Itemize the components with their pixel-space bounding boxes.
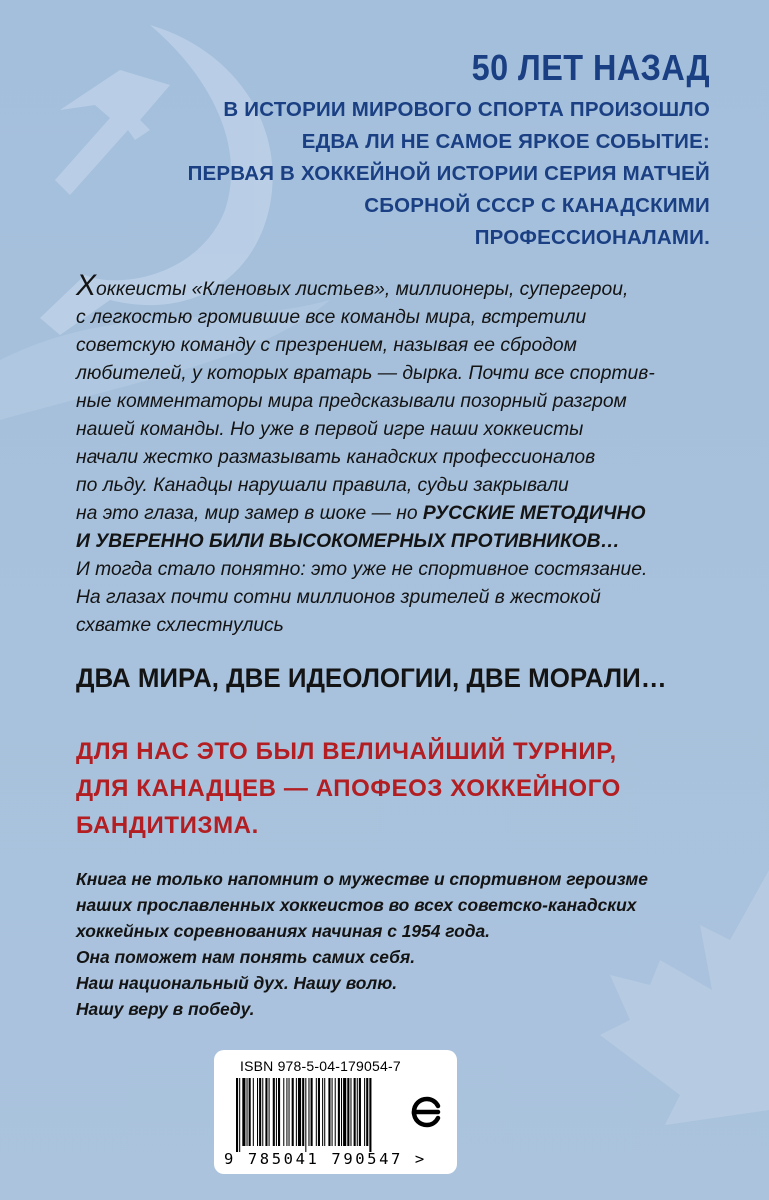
- barcode-bar: [276, 1078, 277, 1146]
- barcode-bar: [347, 1078, 349, 1146]
- barcode-bar: [350, 1078, 351, 1146]
- barcode-bar: [335, 1078, 336, 1146]
- about-book-block: [76, 866, 736, 1022]
- story-emphasis-line: И УВЕРЕННО БИЛИ ВЫСОКОМЕРНЫХ ПРОТИВНИКОВ…: [76, 531, 620, 552]
- story-first-letter: Х: [76, 269, 97, 302]
- barcode-bar: [247, 1078, 248, 1146]
- story-line: [76, 500, 736, 528]
- story-paragraph: [76, 269, 736, 640]
- barcode-bar: [354, 1078, 356, 1146]
- barcode-bar: [328, 1078, 330, 1146]
- accent-line: ДЛЯ КАНАДЦЕВ — АПОФЕОЗ ХОККЕЙНОГО: [76, 775, 621, 802]
- story-line-text: на это глаза, мир замер в шоке — но: [76, 503, 423, 524]
- barcode-bar: [265, 1078, 267, 1146]
- barcode-bar: [298, 1078, 301, 1146]
- barcode-bar: [273, 1078, 275, 1146]
- story-line: по льду. Канадцы нарушали правила, судьи закрывали: [76, 475, 569, 496]
- story-line: нашей команды. Но уже в первой игре наши хоккеисты: [76, 419, 584, 440]
- barcode-bar: [364, 1078, 365, 1146]
- story-emphasis: РУССКИЕ МЕТОДИЧНО: [422, 503, 646, 524]
- about-line: наших прославленных хоккеистов во всех советско-канадских: [76, 895, 637, 915]
- about-line: Она поможет нам понять самих себя.: [76, 947, 416, 967]
- intro-line: СБОРНОЙ СССР С КАНАДСКИМИ: [364, 194, 710, 217]
- about-line: хоккейных соревнованиях начиная с 1954 года.: [76, 921, 490, 941]
- barcode-bar: [357, 1078, 358, 1146]
- barcode-bar: [324, 1078, 325, 1146]
- story-line: ные комментаторы мира предсказывали позорный разгром: [76, 391, 627, 412]
- barcode-bar: [296, 1078, 297, 1146]
- about-line: Книга не только напомнит о мужестве и спортивном героизме: [76, 869, 648, 889]
- publisher-logo-icon: [400, 1086, 450, 1136]
- barcode-bar: [283, 1078, 284, 1146]
- story-line: [76, 269, 736, 304]
- barcode-bar: [292, 1078, 294, 1146]
- barcode-bar: [338, 1078, 340, 1146]
- barcode-bar: [322, 1078, 323, 1146]
- barcode-bar: [278, 1078, 280, 1146]
- accent-line: БАНДИТИЗМА.: [76, 812, 259, 839]
- barcode-bar: [305, 1078, 306, 1152]
- intro-line: ПЕРВАЯ В ХОККЕЙНОЙ ИСТОРИИ СЕРИЯ МАТЧЕЙ: [187, 162, 710, 185]
- barcode-bar: [311, 1078, 313, 1146]
- story-line: И тогда стало понятно: это уже не спортивное состязание.: [76, 559, 648, 580]
- barcode-digits: 9 785041 790547 >: [224, 1150, 427, 1168]
- barcode-bar: [257, 1078, 258, 1146]
- about-line: Наш национальный дух. Нашу волю.: [76, 973, 398, 993]
- story-line: с легкостью громившие все команды мира, встретили: [76, 307, 587, 328]
- barcode-bar: [302, 1078, 304, 1146]
- barcode-bar: [318, 1078, 320, 1146]
- story-line: советскую команду с презрением, называя ее сбродом: [76, 335, 577, 356]
- barcode-bar: [286, 1078, 287, 1146]
- about-line: Нашу веру в победу.: [76, 999, 255, 1019]
- intro-line: ЕДВА ЛИ НЕ САМОЕ ЯРКОЕ СОБЫТИЕ:: [301, 130, 710, 153]
- barcode-bar: [249, 1078, 251, 1146]
- barcode-bar: [316, 1078, 317, 1146]
- barcode-bar: [359, 1078, 361, 1146]
- barcode-bar: [253, 1078, 254, 1146]
- accent-line: ДЛЯ НАС ЭТО БЫЛ ВЕЛИЧАЙШИЙ ТУРНИР,: [76, 738, 617, 765]
- story-line: любителей, у которых вратарь — дырка. Почти все спортив-: [76, 363, 655, 384]
- intro-heading: 50 ЛЕТ НАЗАД: [471, 47, 710, 88]
- barcode-bar: [343, 1078, 346, 1146]
- barcode-bar: [332, 1078, 333, 1146]
- accent-block: [76, 733, 736, 844]
- barcode-bar: [341, 1078, 342, 1146]
- barcode-bar: [269, 1078, 270, 1146]
- barcode-bar: [289, 1078, 290, 1146]
- barcode-bar: [236, 1078, 238, 1152]
- story-line: На глазах почти сотни миллионов зрителей в жестокой: [76, 587, 601, 608]
- intro-line: В ИСТОРИИ МИРОВОГО СПОРТА ПРОИЗОШЛО: [223, 98, 710, 121]
- isbn-label: ISBN 978-5-04-179054-7: [240, 1058, 401, 1074]
- barcode-bar: [369, 1078, 371, 1152]
- barcode-bar: [239, 1078, 240, 1152]
- story-line: начали жестко размазывать канадских профессионалов: [76, 447, 596, 468]
- story-line-text: оккеисты «Кленовых листьев», миллионеры, супергерои,: [96, 279, 629, 300]
- barcode-bar: [366, 1078, 368, 1146]
- barcode-bar: [308, 1078, 309, 1146]
- intro-block: [90, 46, 710, 254]
- barcode-bar: [259, 1078, 261, 1146]
- story-line: схватке схлестнулись: [76, 615, 284, 636]
- intro-line: ПРОФЕССИОНАЛАМИ.: [474, 226, 710, 249]
- barcode-icon: [236, 1078, 404, 1152]
- barcode-bar: [262, 1078, 263, 1146]
- barcode-bar: [242, 1078, 245, 1146]
- slogan: ДВА МИРА, ДВЕ ИДЕОЛОГИИ, ДВЕ МОРАЛИ…: [76, 663, 667, 693]
